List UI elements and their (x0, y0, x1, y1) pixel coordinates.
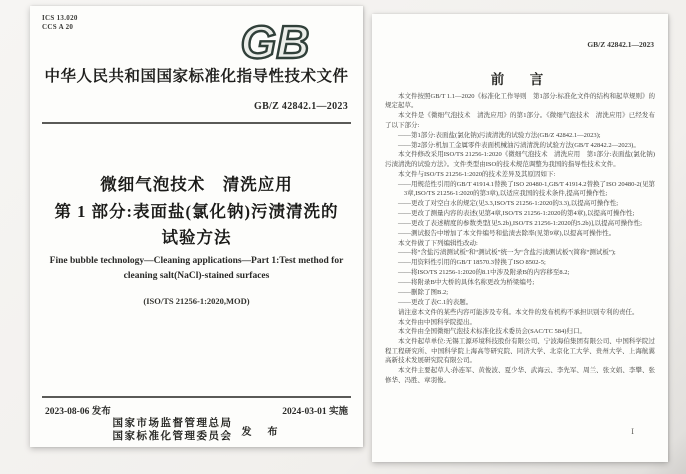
foreword-paragraph: 请注意本文件的某些内容可能涉及专利。本文件的发布机构不承担识别专利的责任。 (398, 308, 639, 316)
foreword-paragraph: ——更改了对空白水的规定(见3.3,ISO/TS 21256-1:2020的3.3),以提高可操作性; (398, 200, 619, 208)
foreword-paragraph: ——第1部分:表面盐(氯化钠)污渍清洗的试验方法(GB/Z 42842.1—2023); (398, 131, 601, 139)
footer-rule (42, 396, 351, 398)
foreword-paragraph: ——测试报告中增加了本文件编号和盐渍去除率(见第9章),以提高可操作性。 (398, 229, 616, 237)
dates-row (45, 403, 348, 417)
issue-date: 2023-08-06 发布 (45, 407, 111, 417)
running-header-number: GB/Z 42842.1—2023 (587, 40, 654, 49)
ics-code: ICS 13.020 (42, 14, 78, 22)
issuer-names (113, 418, 233, 443)
title-line-2: 第 1 部分:表面盐(氯化钠)污渍清洗的 (54, 201, 339, 221)
foreword-paragraph: 本文件按照GB/T 1.1—2020《标准化工作导则 第1部分:标准化文件的结构和起草规则》的规定起草。 (385, 93, 655, 110)
foreword-paragraph: 本文件主要起草人:孙连军、黄俊波、夏少华、武海云、李先军、周兰、张文娟、李攀、张修华、冯胜、章羽俊。 (385, 367, 655, 384)
implementation-date: 2024-03-01 实施 (282, 407, 348, 417)
title-en-line-1: Fine bubble technology—Cleaning applications—Part 1:Test method for (49, 256, 344, 266)
foreword-paragraph: ——将“含盐污渍测试板”和“测试板”统一为“含盐污渍测试板”(简称“测试板”); (398, 249, 616, 257)
foreword-paragraph: ——用规范性引用的GB/T 41914.1替换了ISO 20480-1,GB/T 41914.2替换了ISO 20480-2(见第3章,ISO/TS 21256-1:2020的第3章),以适应我国的技术条件,提高可操作性; (398, 180, 655, 198)
foreword-paragraph: 本文件起草单位:无锡工源环境科技股份有限公司、宁波海伯集团有限公司、中国科学院过程工程研究所、中国科学院上海高等研究院、同济大学、北京化工大学、贵州大学、上海航翼高新技术发展研究院有限公司。 (385, 338, 655, 365)
gb-logo (232, 16, 318, 66)
foreword-page (372, 14, 668, 462)
title-line-1: 微细气泡技术 清洗应用 (100, 175, 293, 194)
foreword-paragraph: 本文件由全国微细气泡技术标准化技术委员会(SAC/TC 584)归口。 (398, 328, 586, 336)
foreword-paragraph: ——更改了测量内容的表述(见第4章,ISO/TS 21256-1:2020的第4章),以提高可操作性; (398, 209, 635, 217)
foreword-title: 前 言 (490, 72, 550, 87)
gb-logo-graphic (232, 16, 318, 66)
foreword-paragraph: ——第2部分:机加工金属零件表面机械油污渍清洗的试验方法(GB/T 42842.2—2023)。 (398, 141, 640, 149)
foreword-paragraph: ——更改了表述精度的参数类型[见5.2b),ISO/TS 21256-1:2020的5.2b)],以提高可操作性; (398, 219, 642, 227)
issuer-block (30, 418, 363, 443)
foreword-paragraph: 本文件做了下列编辑性改动: (398, 239, 478, 247)
page-number: Ⅰ (631, 428, 634, 436)
foreword-body (385, 92, 655, 422)
issuer-line-2: 国家标准化管理委员会 (112, 430, 233, 442)
foreword-paragraph: ——更改了表C.1的表题。 (398, 298, 473, 306)
ccs-code: CCS A 20 (42, 23, 74, 32)
issue-label: 发 布 (241, 427, 281, 439)
foreword-paragraph: ——将附录B中大桥的具体名称更改为桥梁编号; (398, 279, 535, 287)
foreword-paragraph: ——将ISO/TS 21256-1:2020的8.1中涉及附录B的内容移至8.2; (398, 269, 570, 277)
header-rule (42, 122, 351, 124)
document-class-title: 中华人民共和国国家标准化指导性技术文件 (44, 68, 349, 85)
foreword-paragraph: 本文件由中国科学院提出。 (398, 318, 476, 326)
foreword-paragraph: 本文件与ISO/TS 21256-1:2020的技术差异及其原因如下: (398, 170, 556, 178)
standard-number: GB/Z 42842.1—2023 (254, 101, 348, 112)
standard-title-en (30, 254, 363, 284)
iso-adoption-note: (ISO/TS 21256-1:2020,MOD) (143, 296, 250, 306)
foreword-paragraph: 本文件修改采用ISO/TS 21256-1:2020《微细气泡技术 清洗应用 第1部分:表面盐(氯化钠)污渍清洗的试验方法》。文件类型由ISO的技术规范调整为我国的指导性技术文件。 (385, 151, 655, 168)
foreword-paragraph: ——用资料性引用的GB/T 18570.3替换了ISO 8502-5; (398, 259, 546, 267)
cover-page (30, 6, 363, 447)
classification-codes (42, 14, 78, 32)
title-line-3: 试验方法 (161, 228, 232, 248)
svg-text:GB: GB (240, 16, 310, 66)
title-en-line-2: cleaning salt(NaCl)-stained surfaces (123, 271, 270, 282)
standard-title-cn (30, 172, 363, 252)
issuer-line-1: 国家市场监督管理总局 (112, 418, 233, 429)
foreword-paragraph: ——删除了图B.2; (398, 288, 449, 296)
foreword-paragraph: 本文件是《微细气泡技术 清洗应用》的第1部分。《微细气泡技术 清洗应用》已经发布了以下部分: (385, 112, 655, 129)
